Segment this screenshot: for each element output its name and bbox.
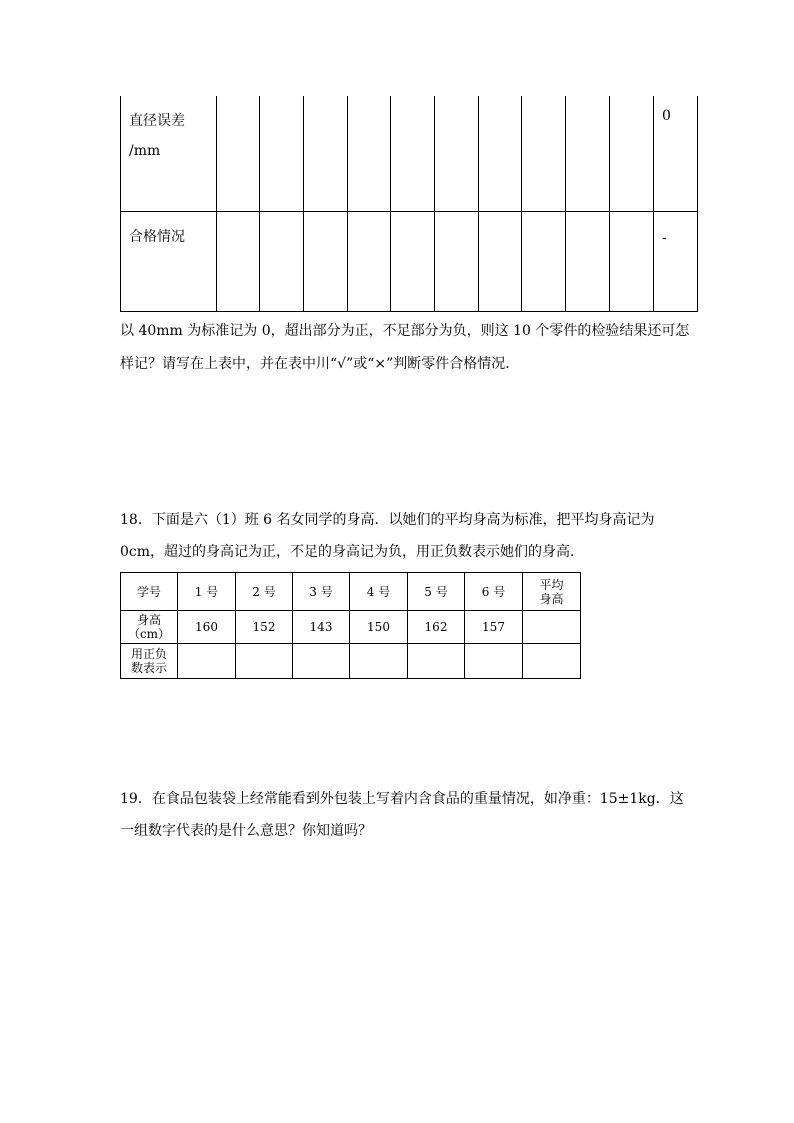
q19-text-line1: 19．在食品包装袋上经常能看到外包装上写着内含食品的重量情况，如净重：15±1kg．这 — [120, 791, 684, 807]
table-cell[interactable] — [304, 96, 348, 212]
header-average-height: 平均 身高 — [523, 573, 581, 611]
q18-text-line1: 18．下面是六（1）班 6 名女同学的身高．以她们的平均身高为标准，把平均身高记为 — [120, 512, 655, 528]
table-cell[interactable] — [566, 212, 610, 312]
header-no-6: 6 号 — [465, 573, 523, 611]
answer-cell[interactable] — [178, 644, 236, 679]
table-cell[interactable] — [479, 96, 522, 212]
table-cell[interactable] — [217, 96, 260, 212]
table-cell[interactable] — [522, 212, 566, 312]
q18-text-line2: 0cm，超过的身高记为正，不足的身高记为负，用正负数表示她们的身高． — [120, 544, 585, 560]
answer-cell[interactable] — [465, 644, 523, 679]
q19-text-line2: 一组数字代表的是什么意思？你知道吗？ — [120, 823, 372, 839]
table-cell[interactable] — [435, 212, 479, 312]
height-row — [121, 611, 581, 644]
height-value: 160 — [178, 611, 236, 644]
answer-cell[interactable] — [350, 644, 408, 679]
header-no-4: 4 号 — [350, 573, 408, 611]
table-cell[interactable] — [391, 96, 435, 212]
height-value: 152 — [236, 611, 293, 644]
signed-number-row-label: 用正负 数表示 — [121, 644, 178, 679]
qualification-row — [121, 212, 698, 312]
header-no-3: 3 号 — [293, 573, 350, 611]
height-value: 162 — [408, 611, 465, 644]
height-value: 143 — [293, 611, 350, 644]
height-table — [120, 572, 581, 679]
header-student-no: 学号 — [121, 573, 178, 611]
answer-cell[interactable] — [408, 644, 465, 679]
diameter-error-label: 直径误差 /mm — [121, 96, 217, 212]
header-no-5: 5 号 — [408, 573, 465, 611]
answer-cell[interactable] — [523, 644, 581, 679]
header-no-2: 2 号 — [236, 573, 293, 611]
height-table-header-row — [121, 573, 581, 611]
answer-cell[interactable] — [236, 644, 293, 679]
q17-text-line1: 以 40mm 为标准记为 0，超出部分为正，不足部分为负，则这 10 个零件的检验结果还可怎 — [120, 323, 690, 339]
table-cell[interactable] — [217, 212, 260, 312]
table-cell[interactable] — [610, 96, 654, 212]
table-cell[interactable] — [479, 212, 522, 312]
table-cell[interactable] — [304, 212, 348, 312]
height-row-label: 身高 （cm） — [121, 611, 178, 644]
diameter-error-row — [121, 96, 698, 212]
table-cell[interactable] — [522, 96, 566, 212]
height-value: 157 — [465, 611, 523, 644]
height-value: 150 — [350, 611, 408, 644]
qualification-label: 合格情况 — [121, 212, 217, 312]
table-cell-value: 0 — [654, 96, 698, 212]
average-height-cell[interactable] — [523, 611, 581, 644]
table-cell[interactable] — [260, 212, 304, 312]
table-cell-value: - — [654, 212, 698, 312]
header-no-1: 1 号 — [178, 573, 236, 611]
table-cell[interactable] — [348, 96, 391, 212]
table-cell[interactable] — [435, 96, 479, 212]
table-cell[interactable] — [348, 212, 391, 312]
q17-text-line2: 样记？请写在上表中，并在表中川“√”或“×”判断零件合格情况． — [120, 356, 520, 372]
table-cell[interactable] — [566, 96, 610, 212]
inspection-table — [120, 96, 698, 312]
signed-number-row — [121, 644, 581, 679]
answer-cell[interactable] — [293, 644, 350, 679]
table-cell[interactable] — [391, 212, 435, 312]
table-cell[interactable] — [260, 96, 304, 212]
table-cell[interactable] — [610, 212, 654, 312]
